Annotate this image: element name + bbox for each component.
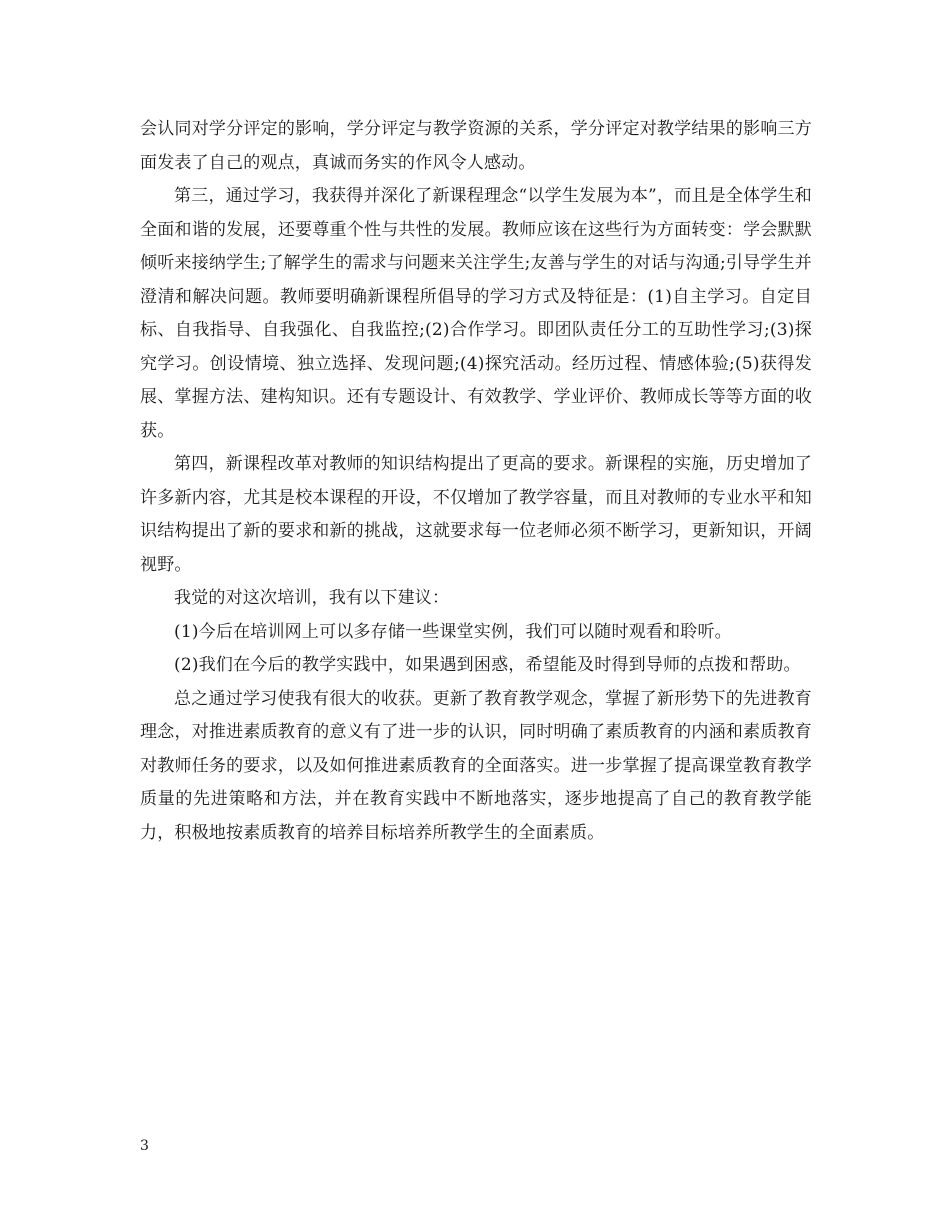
document-body xyxy=(140,113,812,850)
page-number: 3 xyxy=(140,1138,149,1154)
paragraph-suggestion-2: (2)我们在今后的教学实践中，如果遇到困惑，希望能及时得到导师的点拨和帮助。 xyxy=(174,655,801,675)
paragraph-fourth-point: 第四，新课程改革对教师的知识结构提出了更高的要求。新课程的实施，历史增加了许多新内容，尤其是校本课程的开设，不仅增加了教学容量，而且对教师的专业水平和知识结构提出了新的要求和新的挑战，这就要求每一位老师必须不断学习，更新知识，开阔视野。 xyxy=(140,454,812,575)
paragraph-suggestions-intro: 我觉的对这次培训，我有以下建议： xyxy=(174,588,450,608)
paragraph-continuation: 会认同对学分评定的影响，学分评定与教学资源的关系，学分评定对教学结果的影响三方面发表了自己的观点，真诚而务实的作风令人感动。 xyxy=(140,119,812,173)
paragraph-suggestion-1: (1)今后在培训网上可以多存储一些课堂实例，我们可以随时观看和聆听。 xyxy=(174,621,732,642)
paragraph-third-point: 第三，通过学习，我获得并深化了新课程理念“以学生发展为本”，而且是全体学生和全面和谐的发展，还要尊重个性与共性的发展。教师应该在这些行为方面转变：学会默默倾听来接纳学生;了解学生的需求与问题来关注学生;友善与学生的对话与沟通;引导学生并澄清和解决问题。教师要明确新课程所倡导的学习方式及特征是：(1)自主学习。自定目标、自我指导、自我强化、自我监控;(2)合作学习。即团队责任分工的互助性学习;(3)探究学习。创设情境、独立选择、发现问题;(4)探究活动。经历过程、情感体验;(5)获得发展、掌握方法、建构知识。还有专题设计、有效教学、学业评价、教师成长等等方面的收获。 xyxy=(140,186,812,441)
paragraph-conclusion: 总之通过学习使我有很大的收获。更新了教育教学观念，掌握了新形势下的先进教育理念，对推进素质教育的意义有了进一步的认识，同时明确了素质教育的内涵和素质教育对教师任务的要求，以及如何推进素质教育的全面落实。进一步掌握了提高课堂教育教学质量的先进策略和方法，并在教育实践中不断地落实，逐步地提高了自己的教育教学能力，积极地按素质教育的培养目标培养所教学生的全面素质。 xyxy=(140,688,812,843)
